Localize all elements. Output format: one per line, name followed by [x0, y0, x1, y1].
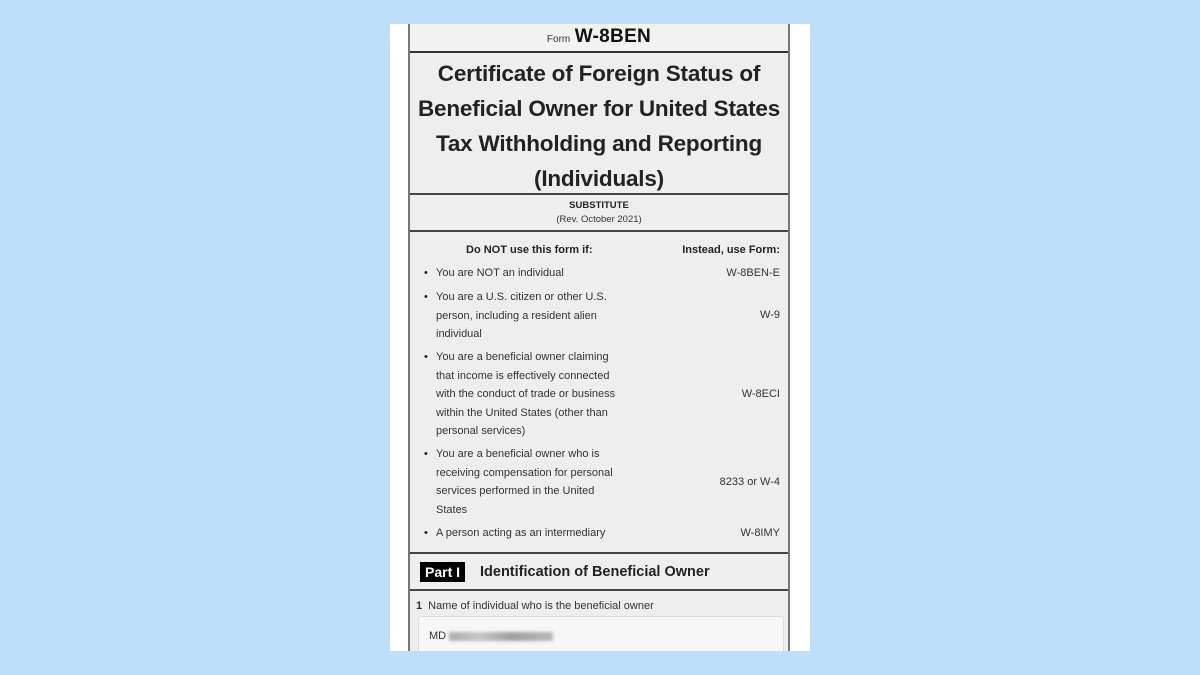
redacted-text — [449, 632, 553, 641]
form-title — [410, 53, 788, 195]
exclusion-line: You are a beneficial owner who is — [436, 448, 600, 460]
exclusion-line: individual — [436, 328, 482, 340]
title-line: Tax Withholding and Reporting — [435, 131, 763, 156]
exclusion-line: A person acting as an intermediary — [436, 527, 606, 539]
exclusion-line: You are NOT an individual — [436, 267, 564, 279]
alternative-form: W-8ECI — [741, 388, 780, 400]
form-word: Form — [546, 34, 571, 45]
phone-screen — [390, 24, 810, 651]
exclusion-line: You are a U.S. citizen or other U.S. — [436, 291, 607, 303]
exclusion-line: personal services) — [436, 425, 526, 437]
part-header — [410, 554, 788, 591]
bullet: • — [424, 291, 428, 303]
field-1-label — [416, 600, 654, 612]
field-number: 1 — [416, 600, 423, 612]
title-line: Certificate of Foreign Status of — [437, 61, 761, 86]
bullet: • — [424, 351, 428, 363]
title-line: Beneficial Owner for United States — [417, 96, 781, 121]
w8ben-form — [408, 24, 790, 651]
substitute-label: SUBSTITUTE — [569, 200, 629, 211]
field-label-text: Name of individual who is the beneficial owner — [428, 600, 654, 612]
beneficial-owner-name-input[interactable] — [418, 616, 784, 651]
title-line: (Individuals) — [534, 166, 664, 191]
form-identifier — [410, 24, 788, 53]
exclusion-line: States — [436, 503, 468, 516]
bullet: • — [424, 448, 428, 460]
alternative-form: 8233 or W-4 — [719, 476, 780, 488]
exclusion-item — [424, 445, 780, 520]
part-title: Identification of Beneficial Owner — [480, 564, 710, 580]
part-badge: Part I — [420, 562, 465, 582]
exclusion-line: that income is effectively connected — [436, 369, 610, 382]
exclusions-table — [410, 232, 788, 554]
exclusion-item — [424, 524, 780, 544]
exclusions-header: Do NOT use this form if: — [466, 244, 593, 256]
form-number: W-8BEN — [574, 26, 652, 47]
alternative-form-header: Instead, use Form: — [682, 244, 780, 256]
bullet: • — [424, 267, 428, 279]
alternative-form: W-9 — [760, 309, 780, 321]
substitute-box — [410, 195, 788, 232]
exclusion-line: services performed in the United — [436, 485, 595, 497]
exclusion-line: You are a beneficial owner claiming — [436, 351, 609, 363]
exclusion-line: person, including a resident alien — [436, 309, 597, 322]
exclusion-item — [424, 288, 780, 344]
exclusion-item — [424, 348, 780, 442]
input-value: MD — [429, 630, 447, 642]
exclusion-line: within the United States (other than — [436, 406, 608, 419]
revision-label: (Rev. October 2021) — [556, 214, 642, 225]
bullet: • — [424, 527, 428, 539]
exclusion-line: receiving compensation for personal — [436, 466, 613, 479]
alternative-form: W-8BEN-E — [726, 267, 780, 279]
alternative-form: W-8IMY — [740, 527, 780, 539]
exclusion-item — [424, 264, 780, 284]
exclusion-line: with the conduct of trade or business — [436, 388, 616, 400]
